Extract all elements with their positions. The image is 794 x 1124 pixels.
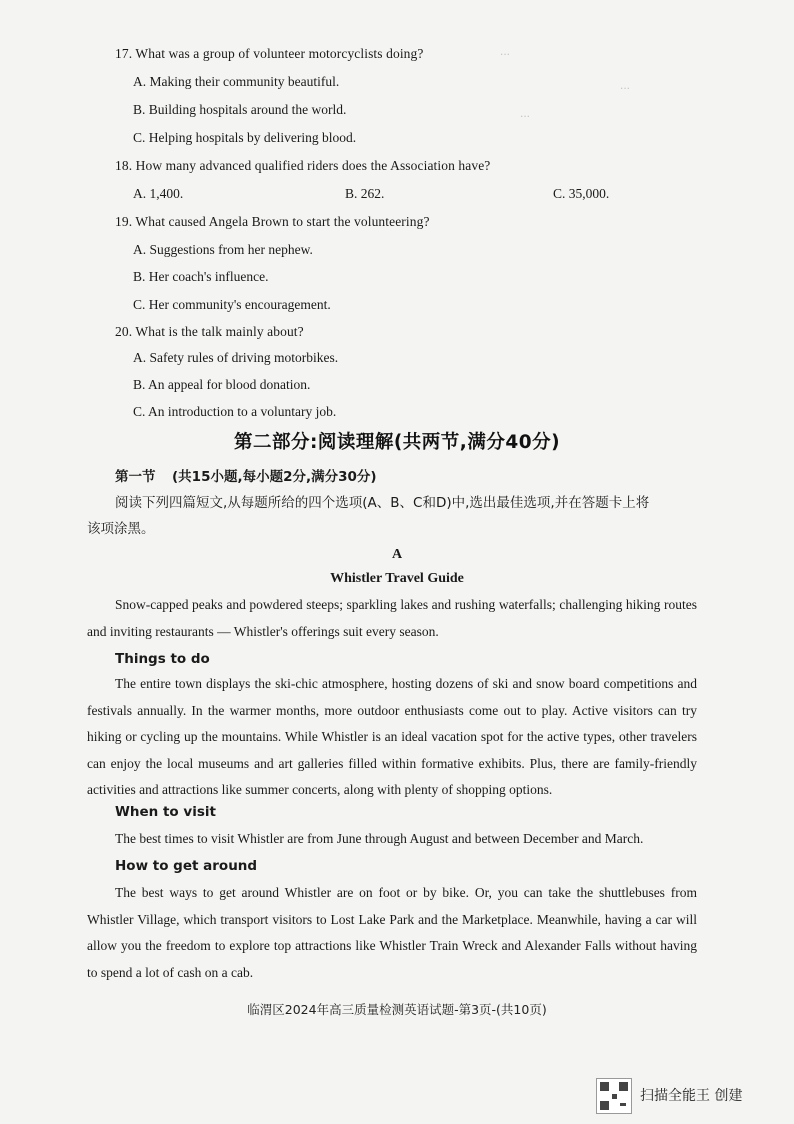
qr-code-icon <box>596 1078 632 1114</box>
passage-title: Whistler Travel Guide <box>330 571 464 586</box>
question-17-option-b: B. Building hospitals around the world. <box>133 102 347 117</box>
question-18-option-c: C. 35,000. <box>553 186 610 201</box>
passage-letter: A <box>391 547 403 562</box>
question-20-option-c: C. An introduction to a voluntary job. <box>133 404 337 419</box>
section-label: 第一节 <box>115 469 156 485</box>
paragraph-how-to-get-around: The best ways to get around Whistler are on foot or by bike. Or, you can take the shuttlebuses from Whistler Village, which transport visitors to Lost Lake Park and the Marketplace. Meanwhile, having a car will allow you the freedom to explore top attractions like Whistler Train Wreck and Alexander Falls without having to spend a lot of cash on a cab. <box>87 885 697 980</box>
paragraph-when-to-visit: The best times to visit Whistler are from June through August and between December and March. <box>115 831 644 846</box>
bleed-through-text: ... <box>520 106 531 120</box>
question-20-option-b: B. An appeal for blood donation. <box>133 377 311 392</box>
question-19-stem: 19. What caused Angela Brown to start the volunteering? <box>115 214 430 229</box>
watermark-text: 扫描全能王 创建 <box>640 1088 743 1104</box>
question-18-option-a: A. 1,400. <box>133 186 184 201</box>
question-19-option-b: B. Her coach's influence. <box>133 269 269 284</box>
question-20-option-a: A. Safety rules of driving motorbikes. <box>133 350 339 365</box>
page-footer: 临渭区2024年高三质量检测英语试题-第3页-(共10页) <box>247 1002 547 1017</box>
section-note: (共15小题,每小题2分,满分30分) <box>172 469 377 485</box>
question-18-option-b: B. 262. <box>345 186 385 201</box>
heading-when-to-visit: When to visit <box>115 804 216 820</box>
question-17-option-a: A. Making their community beautiful. <box>133 74 340 89</box>
bleed-through-text: ... <box>620 78 631 92</box>
question-19-option-c: C. Her community's encouragement. <box>133 297 331 312</box>
heading-how-to-get-around: How to get around <box>115 858 258 874</box>
passage-intro: Snow-capped peaks and powdered steeps; sparkling lakes and rushing waterfalls; challenging hiking routes and inviting restaurants — Whistler's offerings suit every season. <box>87 597 697 639</box>
question-18-stem: 18. How many advanced qualified riders does the Association have? <box>115 158 491 173</box>
paragraph-things-to-do: The entire town displays the ski-chic atmosphere, hosting dozens of ski and snow board competitions and festivals annually. In the warmer months, more outdoor enthusiasts come out to play. Active visitors can try hiking or cycling up the mountains. While Whistler is an ideal vacation spot for the active types, other travelers can enjoy the local museums and art galleries filled within formative exhibits. Plus, there are family-friendly activities and attractions like summer concerts, along with plenty of shopping options. <box>87 676 697 797</box>
question-17-option-c: C. Helping hospitals by delivering blood. <box>133 130 357 145</box>
heading-things-to-do: Things to do <box>115 651 210 667</box>
instruction-line-2: 该项涂黑。 <box>87 521 155 537</box>
question-20-stem: 20. What is the talk mainly about? <box>115 324 304 339</box>
bleed-through-text: ... <box>500 44 511 58</box>
instruction-line-1: 阅读下列四篇短文,从每题所给的四个选项(A、B、C和D)中,选出最佳选项,并在答题卡上将 <box>115 495 650 511</box>
scanner-watermark <box>596 1076 794 1116</box>
question-17-stem: 17. What was a group of volunteer motorcyclists doing? <box>115 46 424 61</box>
part2-title: 第二部分:阅读理解(共两节,满分40分) <box>233 432 561 453</box>
question-19-option-a: A. Suggestions from her nephew. <box>133 242 313 257</box>
